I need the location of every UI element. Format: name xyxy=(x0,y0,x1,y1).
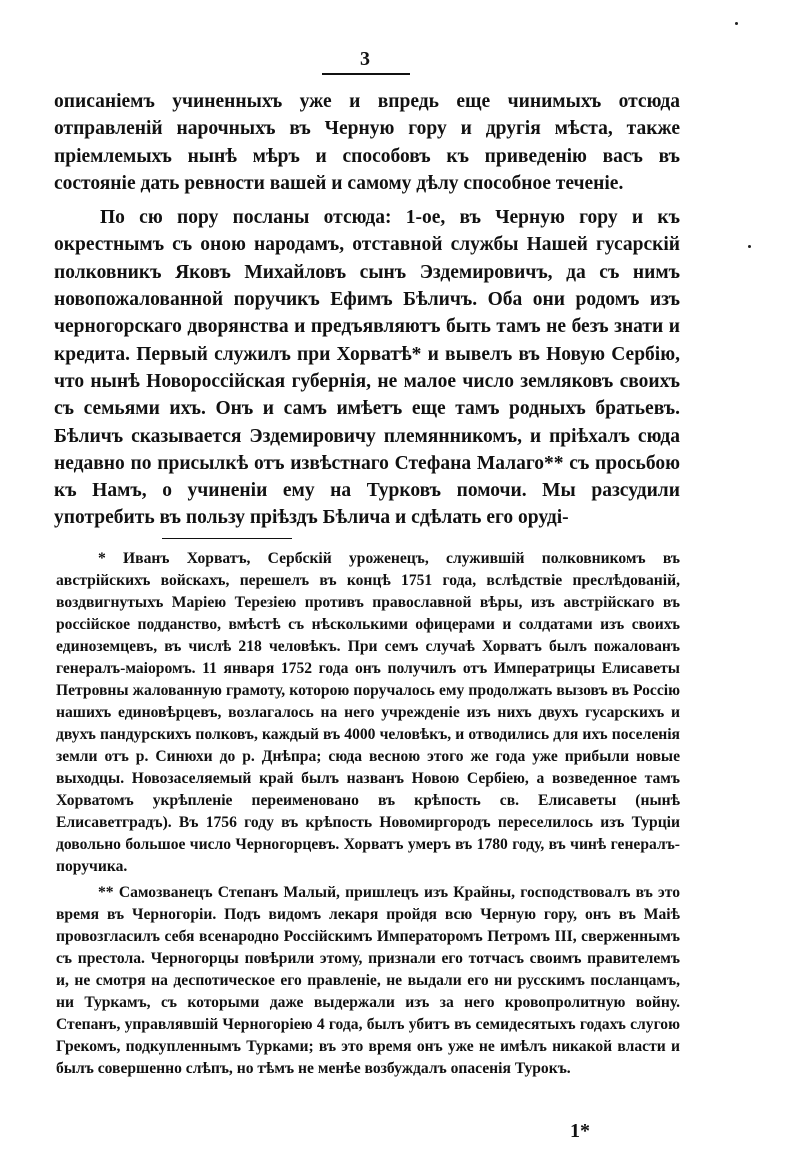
main-text xyxy=(54,88,680,532)
footnote-khorvat: * Иванъ Хорватъ, Сербскій уроженецъ, служившій полковникомъ въ австрійскихъ войскахъ, перешелъ въ концѣ 1751 года, вслѣдствіе преслѣдованій, воздвигнутыхъ Маріею Терезіею противъ православной вѣры, изъ австрійскаго въ россійское подданство, вмѣстѣ съ нѣсколькими офицерами и солдатами изъ своихъ единоземцевъ, въ числѣ 218 человѣкъ. При семъ случаѣ Хорватъ былъ пожалованъ генералъ-маіоромъ. 11 января 1752 года онъ получилъ отъ Императрицы Елисаветы Петровны жалованную грамоту, которою поручалось ему продолжать вызовъ въ Россію нашихъ единовѣрцевъ, возлагалось на него учрежденіе изъ нихъ двухъ гусарскихъ и двухъ пандурскихъ полковъ, каждый въ 4000 человѣкъ, и отводились для ихъ поселенія земли отъ р. Синюхи до р. Днѣпра; сюда весною этого же года уже прибыли новые выходцы. Новозаселяемый край былъ названъ Новою Сербіею, а возведенное тамъ Хорватомъ укрѣпленіе переименовано въ крѣпость св. Елисаветы (нынѣ Елисаветградъ). Въ 1756 году въ крѣпость Новомиргородъ переселилось изъ Турціи довольно большое число Черногорцевъ. Хорватъ умеръ въ 1780 году, въ чинѣ генералъ-поручика. xyxy=(56,550,680,875)
body-paragraph-continued: описаніемъ учиненныхъ уже и впредь еще чинимыхъ отсюда отправленій нарочныхъ въ Черную гору и другія мѣста, также пріемлемыхъ нынѣ мѣръ и способовъ къ приведенію васъ въ состояніе дать ревности вашей и самому дѣлу способное теченіе. xyxy=(54,91,680,194)
scan-speck xyxy=(735,22,738,25)
scan-speck xyxy=(748,245,751,248)
footnotes xyxy=(56,548,680,1080)
page-number-rule xyxy=(322,73,410,75)
body-paragraph: По сю пору посланы отсюда: 1-ое, въ Черную гору и къ окрестнымъ съ оною народамъ, отставной службы Нашей гусарскій полковникъ Яковъ Михайловъ сынъ Эздемировичъ, да съ нимъ новопожалованной поручикъ Ефимъ Бѣличъ. Оба они родомъ изъ черногорскаго дворянства и предъявляютъ быть тамъ не безъ знати и кредита. Первый служилъ при Хорватѣ* и вывелъ въ Новую Сербію, что нынѣ Новороссійская губернія, не малое число земляковъ своихъ съ семьями ихъ. Онъ и самъ имѣетъ еще тамъ родныхъ братьевъ. Бѣличъ сказывается Эздемировичу племянникомъ, и пріѣхалъ сюда недавно по присылкѣ отъ извѣстнаго Стефана Малаго** съ просьбою къ Намъ, о учиненіи ему на Турковъ помочи. Мы разсудили употребить въ пользу пріѣздъ Бѣлича и сдѣлать его оруді- xyxy=(54,207,680,529)
printer-signature-mark: 1* xyxy=(570,1120,590,1142)
footnote-stepan-maly: ** Самозванецъ Степанъ Малый, пришлецъ изъ Крайны, господствовалъ въ это время въ Черногоріи. Подъ видомъ лекаря пройдя всю Черную гору, онъ въ Маіѣ провозгласилъ себя всенародно Россійскимъ Императоромъ Петромъ III, сверженнымъ съ престола. Черногорцы повѣрили этому, признали его тотчасъ своимъ правителемъ и, не смотря на деспотическое его правленіе, не выдали его ни русскимъ посланцамъ, ни Туркамъ, съ которыми даже выдержали изъ за него кровопролитную войну. Степанъ, управлявшій Черногоріею 4 года, былъ убитъ въ семидесятыхъ годахъ слугою Грекомъ, подкупленнымъ Турками; въ это время онъ уже не имѣлъ никакой власти и былъ совершенно слѣпъ, но тѣмъ не менѣе возбуждалъ опасенія Турокъ. xyxy=(56,884,680,1077)
page-number: 3 xyxy=(360,48,370,70)
footnote-separator xyxy=(162,538,292,539)
